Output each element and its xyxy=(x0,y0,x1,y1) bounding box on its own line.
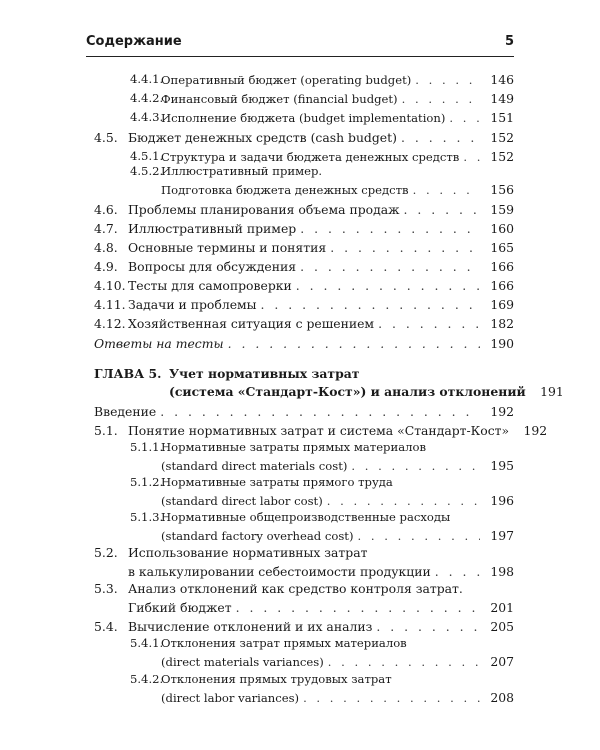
toc-entry-number: 4.9. xyxy=(94,259,118,274)
leader-dots xyxy=(435,564,480,579)
toc-entry-page: 156 xyxy=(490,182,514,197)
toc-entry-number: 5.1.2. xyxy=(130,475,164,489)
leader-dots xyxy=(358,529,481,544)
toc-entry-title: Вопросы для обсуждения xyxy=(128,259,297,274)
toc-entry-title: Хозяйственная ситуация с решением xyxy=(128,316,375,331)
toc-entry-title-continuation: Гибкий бюджет xyxy=(128,600,232,615)
toc-entry-page: 169 xyxy=(490,297,514,312)
toc-entry-title: Нормативные затраты прямого труда xyxy=(161,475,393,489)
toc-entry-number: 5.1.3. xyxy=(130,510,164,524)
leader-dots xyxy=(351,459,480,474)
toc-entry-number: 4.5.2. xyxy=(130,164,164,178)
toc-entry-number: 4.12. xyxy=(94,316,126,331)
toc-entry-page: 201 xyxy=(490,600,514,615)
toc-entry-number: 5.2. xyxy=(94,545,118,560)
toc-entry-title-continuation: (direct labor variances) xyxy=(161,691,300,705)
leader-dots xyxy=(463,150,480,165)
header-page-number: 5 xyxy=(504,34,514,49)
toc-entry-page: 152 xyxy=(490,130,514,145)
leader-dots xyxy=(330,240,480,255)
leader-dots xyxy=(401,130,480,145)
leader-dots xyxy=(413,183,480,198)
header-rule xyxy=(86,56,514,57)
toc-entry-page: 152 xyxy=(490,149,514,164)
toc-entry-page: 198 xyxy=(490,564,514,579)
toc-entry-title: Финансовый бюджет (financial budget) xyxy=(161,92,398,106)
leader-dots xyxy=(300,221,480,236)
leader-dots xyxy=(236,600,480,615)
toc-entry-title: Тесты для самопроверки xyxy=(128,278,292,293)
toc-entry-number: 4.4.1. xyxy=(130,72,164,86)
toc-entry-page: 190 xyxy=(490,336,514,351)
toc-entry-page: 146 xyxy=(490,72,514,87)
toc-entry-page: 160 xyxy=(490,221,514,236)
toc-entry-page: 208 xyxy=(490,690,514,705)
toc-entry-number: 4.10. xyxy=(94,278,126,293)
leader-dots xyxy=(404,202,480,217)
leader-dots xyxy=(402,92,480,107)
toc-entry-number: 5.4.2. xyxy=(130,672,164,686)
toc-entry-page: 196 xyxy=(490,493,514,508)
toc-entry-page: 191 xyxy=(540,384,564,399)
leader-dots xyxy=(261,297,480,312)
toc-entry-number: 4.4.2. xyxy=(130,91,164,105)
leader-dots xyxy=(160,404,480,419)
running-header xyxy=(86,34,514,49)
leader-dots xyxy=(296,278,480,293)
toc-entry-title: Учет нормативных затрат xyxy=(169,366,360,381)
toc-entry-number: 5.4. xyxy=(94,619,118,634)
toc-entry-title: Нормативные общепроизводственные расходы xyxy=(161,510,451,524)
toc-entry-title: Задачи и проблемы xyxy=(128,297,257,312)
toc-entry-title: Иллюстративный пример. xyxy=(161,164,323,178)
leader-dots xyxy=(378,316,480,331)
toc-entry-number: 5.1. xyxy=(94,423,118,438)
leader-dots xyxy=(415,73,480,88)
toc-entry-title: Иллюстративный пример xyxy=(128,221,297,236)
toc-entry-number: 4.11. xyxy=(94,297,126,312)
leader-dots xyxy=(449,111,480,126)
toc-entry-title: Структура и задачи бюджета денежных средств xyxy=(161,150,460,164)
toc-entry-title: Ответы на тесты xyxy=(94,336,224,351)
toc-entry-title: Отклонения прямых трудовых затрат xyxy=(161,672,392,686)
leader-dots xyxy=(376,619,480,634)
toc-entry-title: Введение xyxy=(94,404,157,419)
toc-entry-title-continuation: (standard direct labor cost) xyxy=(161,494,323,508)
toc-entry-title: Анализ отклонений как средство контроля затрат. xyxy=(128,581,463,596)
toc-entry-page: 165 xyxy=(490,240,514,255)
toc-entry-title: Вычисление отклонений и их анализ xyxy=(128,619,373,634)
toc-entry-page: 197 xyxy=(490,528,514,543)
toc-entry-title: Проблемы планирования объема продаж xyxy=(128,202,400,217)
toc-entry-title-continuation: (standard factory overhead cost) xyxy=(161,529,354,543)
toc-entry-number: 4.8. xyxy=(94,240,118,255)
toc-entry-title: Понятие нормативных затрат и система «Стандарт-Кост» xyxy=(128,423,510,438)
leader-dots xyxy=(228,336,480,351)
toc-entry-number: ГЛАВА 5. xyxy=(94,366,162,381)
header-title: Содержание xyxy=(86,34,182,49)
toc-entry-number: 4.5. xyxy=(94,130,118,145)
toc-entry-page: 166 xyxy=(490,259,514,274)
toc-entry-page: 207 xyxy=(490,654,514,669)
toc-entry-page: 149 xyxy=(490,91,514,106)
toc-entry-number: 5.3. xyxy=(94,581,118,596)
toc-entry-page: 205 xyxy=(490,619,514,634)
toc-entry-page: 151 xyxy=(490,110,514,125)
toc-entry-number: 5.4.1. xyxy=(130,636,164,650)
toc-entry-page: 166 xyxy=(490,278,514,293)
toc-entry-title: Оперативный бюджет (operating budget) xyxy=(161,73,412,87)
toc-entry-title-continuation: Подготовка бюджета денежных средств xyxy=(161,183,409,197)
leader-dots xyxy=(300,259,480,274)
leader-dots xyxy=(327,494,480,509)
toc-entry-title: Использование нормативных затрат xyxy=(128,545,368,560)
toc-entry-page: 195 xyxy=(490,458,514,473)
toc-entry-title-continuation: (standard direct materials cost) xyxy=(161,459,348,473)
toc-entry-title-continuation: в калькулировании себестоимости продукции xyxy=(128,564,431,579)
toc-entry-number: 5.1.1. xyxy=(130,440,164,454)
toc-entry-number: 4.5.1. xyxy=(130,149,164,163)
leader-dots xyxy=(328,655,480,670)
toc-entry-title: Нормативные затраты прямых материалов xyxy=(161,440,426,454)
leader-dots xyxy=(303,691,480,706)
toc-entry-title-continuation: (система «Стандарт-Кост») и анализ отклонений xyxy=(169,384,526,399)
toc-entry-title: Исполнение бюджета (budget implementation) xyxy=(161,111,446,125)
toc-entry-page: 192 xyxy=(523,423,548,438)
toc-entry-title: Бюджет денежных средств (cash budget) xyxy=(128,130,397,145)
toc-entry-title-continuation: (direct materials variances) xyxy=(161,655,324,669)
toc-entry-page: 159 xyxy=(490,202,514,217)
toc-entry-page: 182 xyxy=(490,316,514,331)
toc-entry-number: 4.4.3. xyxy=(130,110,164,124)
toc-entry-page: 192 xyxy=(490,404,514,419)
toc-entry-title: Отклонения затрат прямых материалов xyxy=(161,636,407,650)
toc-entry-number: 4.7. xyxy=(94,221,118,236)
toc-entry-title: Основные термины и понятия xyxy=(128,240,327,255)
toc-entry-number: 4.6. xyxy=(94,202,118,217)
